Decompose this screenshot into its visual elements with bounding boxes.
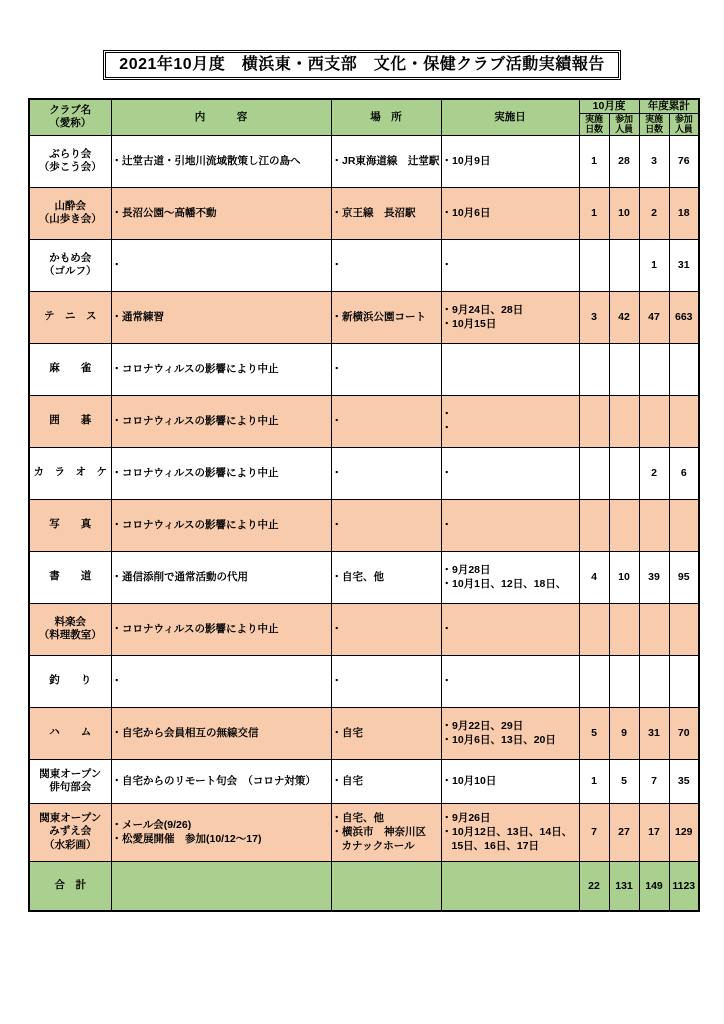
club-name-line-2: みずえ会 [49,825,92,838]
cell-content-line-1: ・コロナウィルスの影響により中止 [111,623,279,636]
cell-year-people: 31 [669,239,699,291]
cell-date [441,655,579,707]
cell-club-name [29,707,111,759]
club-name-line-1: 麻 雀 [49,362,92,375]
cell-month-people: 10 [609,551,639,603]
column-header-club-line2: （愛称） [49,117,92,130]
cell-date [441,135,579,187]
cell-place-line-1: ・ [331,363,342,376]
cell-year-people: 76 [669,135,699,187]
cell-month-people [609,343,639,395]
cell-content [111,861,331,911]
cell-place [331,499,441,551]
club-name-line-1: 山酔会 [54,199,86,212]
cell-date-line-1: ・9月28日 [441,564,491,577]
cell-content [111,551,331,603]
cell-month-people: 27 [609,803,639,861]
cell-place [331,395,441,447]
cell-place [331,343,441,395]
club-name-line-1: 囲 碁 [49,414,92,427]
club-name-line-2: （山歩き会） [38,213,102,226]
cell-content [111,291,331,343]
club-name-line-1: ぶらり会 [49,147,92,160]
cell-date-line-2: ・10月12日、13日、14日、 [441,826,573,839]
cell-date [441,707,579,759]
cell-content-line-1: ・ [111,259,122,272]
cell-year-days: 149 [639,861,669,911]
cell-month-days: 1 [579,187,609,239]
cell-content-line-1: ・コロナウィルスの影響により中止 [111,519,279,532]
cell-club-name [29,447,111,499]
cell-date-line-1: ・ [441,623,452,636]
cell-year-days: 2 [639,447,669,499]
club-name-line-1: 写 真 [49,518,92,531]
cell-year-people [669,343,699,395]
table-row [29,603,699,655]
column-header-date: 実施日 [441,99,579,135]
cell-club-name [29,655,111,707]
cell-date-line-1: ・10月9日 [441,155,491,168]
cell-month-days [579,499,609,551]
cell-year-people: 1123 [669,861,699,911]
cell-club-name [29,395,111,447]
cell-month-people: 5 [609,759,639,803]
cell-year-people: 35 [669,759,699,803]
cell-month-people: 9 [609,707,639,759]
cell-club-name [29,861,111,911]
cell-month-days [579,603,609,655]
cell-place [331,655,441,707]
cell-place-line-1: ・ [331,675,342,688]
cell-place-line-1: ・自宅、他 [331,571,384,584]
cell-year-days [639,603,669,655]
activity-report-table-wrap [28,98,698,912]
cell-content-line-1: ・自宅からのリモート句会 （コロナ対策） [111,775,316,788]
cell-year-days: 31 [639,707,669,759]
table-body [29,135,699,911]
table-row [29,447,699,499]
cell-content [111,803,331,861]
cell-club-name [29,239,111,291]
report-title-box [103,50,621,80]
cell-year-days: 47 [639,291,669,343]
cell-club-name [29,603,111,655]
cell-date-line-1: ・9月26日 [441,812,491,825]
cell-place-line-2: ・横浜市 神奈川区 [331,826,426,839]
cell-date-line-2: ・10月1日、12日、18日、 [441,578,567,591]
cell-place-line-1: ・ [331,519,342,532]
cell-year-people: 663 [669,291,699,343]
table-row [29,135,699,187]
cell-month-days: 4 [579,551,609,603]
club-name-line-3: （水彩画） [44,839,97,852]
cell-date-line-1: ・9月22日、29日 [441,720,524,733]
cell-club-name [29,343,111,395]
club-name-line-2: （料理教室） [38,629,102,642]
cell-date-line-2: ・10月15日 [441,318,497,331]
cell-club-name [29,187,111,239]
cell-content-line-2: ・松愛展開催 参加(10/12～17) [111,833,262,846]
cell-year-people [669,395,699,447]
cell-month-people: 10 [609,187,639,239]
cell-content [111,343,331,395]
club-name-line-1: かもめ会 [49,251,92,264]
table-header-row-1 [29,99,699,114]
club-name-line-1: 釣 り [49,674,92,687]
cell-month-days: 1 [579,135,609,187]
cell-month-days: 22 [579,861,609,911]
cell-place [331,447,441,499]
cell-month-days [579,447,609,499]
cell-date [441,291,579,343]
cell-year-days [639,343,669,395]
table-row [29,551,699,603]
cell-month-people [609,239,639,291]
cell-content [111,655,331,707]
club-name-line-2: （歩こう会） [38,161,102,174]
table-header [29,99,699,135]
cell-month-people [609,395,639,447]
cell-month-people [609,655,639,707]
table-row [29,707,699,759]
cell-month-days [579,239,609,291]
cell-year-people [669,603,699,655]
cell-year-people [669,499,699,551]
cell-year-days: 1 [639,239,669,291]
cell-place [331,239,441,291]
cell-month-people: 42 [609,291,639,343]
club-name-line-2: 俳句部会 [49,781,92,794]
cell-date [441,759,579,803]
cell-year-days [639,499,669,551]
table-row [29,291,699,343]
club-name-line-1: 合 計 [54,879,86,892]
cell-year-people: 18 [669,187,699,239]
cell-club-name [29,759,111,803]
cell-place-line-3: カナックホール [341,840,415,853]
cell-year-days: 3 [639,135,669,187]
cell-place [331,291,441,343]
column-header-content: 内 容 [111,99,331,135]
cell-date-line-3: 15日、16日、17日 [451,840,540,853]
cell-place-line-1: ・JR東海道線 辻堂駅 [331,155,440,168]
cell-month-days: 3 [579,291,609,343]
table-row [29,803,699,861]
club-name-line-1: 関東オープン [39,811,102,824]
cell-club-name [29,291,111,343]
cell-place-line-1: ・ [331,467,342,480]
table-total-row [29,861,699,911]
cell-date-line-2: ・ [441,422,452,435]
cell-content-line-1: ・ [111,675,122,688]
cell-content-line-1: ・長沼公園～高幡不動 [111,207,217,220]
column-header-place: 場 所 [331,99,441,135]
cell-place-line-1: ・自宅 [331,775,363,788]
cell-month-people: 28 [609,135,639,187]
cell-place-line-1: ・自宅、他 [331,812,384,825]
cell-year-people [669,655,699,707]
cell-place-line-1: ・京王線 長沼駅 [331,207,416,220]
cell-date [441,187,579,239]
cell-date-line-1: ・ [441,467,452,480]
cell-month-people: 131 [609,861,639,911]
page-title: 2021年10月度 横浜東・西支部 文化・保健クラブ活動実績報告 [119,56,605,73]
cell-month-days [579,655,609,707]
cell-content-line-1: ・辻堂古道・引地川流域散策し江の島へ [111,155,301,168]
cell-club-name [29,499,111,551]
club-name-line-2: （ゴルフ） [44,265,97,278]
cell-place-line-1: ・新横浜公園コート [331,311,426,324]
cell-content [111,395,331,447]
column-header-club-line1: クラブ名 [49,104,92,117]
cell-year-days: 17 [639,803,669,861]
club-name-line-1: ハ ム [49,726,92,739]
club-name-line-1: カ ラ オ ケ [33,466,107,479]
cell-month-days: 7 [579,803,609,861]
cell-content-line-1: ・コロナウィルスの影響により中止 [111,467,279,480]
cell-date [441,343,579,395]
cell-content [111,759,331,803]
table-row [29,655,699,707]
cell-content-line-1: ・通常練習 [111,311,164,324]
cell-place-line-1: ・自宅 [331,727,363,740]
cell-date [441,803,579,861]
cell-month-days: 1 [579,759,609,803]
cell-date-line-1: ・ [441,519,452,532]
cell-year-days: 2 [639,187,669,239]
cell-place [331,187,441,239]
cell-place [331,861,441,911]
cell-date [441,395,579,447]
cell-content [111,135,331,187]
cell-club-name [29,803,111,861]
table-row [29,343,699,395]
cell-content [111,447,331,499]
cell-month-days: 5 [579,707,609,759]
table-row [29,499,699,551]
cell-date [441,239,579,291]
club-name-line-1: 関東オープン [39,767,102,780]
cell-content [111,707,331,759]
cell-year-days: 7 [639,759,669,803]
table-row [29,239,699,291]
column-header-club [29,99,111,135]
cell-year-days [639,395,669,447]
cell-date [441,861,579,911]
cell-place [331,603,441,655]
cell-date-line-1: ・ [441,675,452,688]
table-row [29,187,699,239]
column-header-group-month: 10月度 [579,99,639,114]
cell-place-line-1: ・ [331,623,342,636]
cell-month-days [579,343,609,395]
cell-place-line-1: ・ [331,415,342,428]
cell-content [111,499,331,551]
cell-place [331,803,441,861]
cell-date-line-1: ・ [441,259,452,272]
cell-place [331,551,441,603]
cell-club-name [29,135,111,187]
cell-month-people [609,447,639,499]
cell-place-line-1: ・ [331,259,342,272]
cell-month-people [609,499,639,551]
cell-date [441,499,579,551]
cell-month-people [609,603,639,655]
cell-date-line-1: ・10月10日 [441,775,497,788]
cell-year-people: 6 [669,447,699,499]
cell-date [441,551,579,603]
cell-content-line-1: ・コロナウィルスの影響により中止 [111,415,279,428]
cell-year-people: 129 [669,803,699,861]
cell-content-line-1: ・通信添削で通常活動の代用 [111,571,248,584]
column-header-group-year: 年度累計 [639,99,699,114]
cell-date-line-1: ・9月24日、28日 [441,304,524,317]
cell-year-people: 70 [669,707,699,759]
cell-place [331,135,441,187]
column-header-month-people: 参加 人員 [609,114,639,136]
cell-content-line-1: ・メール会(9/26) [111,819,192,832]
cell-club-name [29,551,111,603]
table-row [29,759,699,803]
cell-date [441,603,579,655]
cell-content [111,239,331,291]
cell-place [331,707,441,759]
club-name-line-1: テ ニ ス [44,310,97,323]
cell-year-days: 39 [639,551,669,603]
activity-report-table [28,98,700,912]
club-name-line-1: 料楽会 [54,615,86,628]
table-row [29,395,699,447]
cell-date-line-2: ・10月6日、13日、20日 [441,734,556,747]
cell-place [331,759,441,803]
cell-date-line-1: ・10月6日 [441,207,491,220]
cell-year-days [639,655,669,707]
club-name-line-1: 書 道 [49,570,92,583]
cell-content [111,603,331,655]
column-header-month-days: 実施 日数 [579,114,609,136]
column-header-year-days: 実施 日数 [639,114,669,136]
cell-content-line-1: ・コロナウィルスの影響により中止 [111,363,279,376]
cell-date [441,447,579,499]
cell-month-days [579,395,609,447]
cell-content-line-1: ・自宅から会員相互の無線交信 [111,727,259,740]
cell-date-line-1: ・ [441,408,452,421]
cell-content [111,187,331,239]
column-header-year-people: 参加 人員 [669,114,699,136]
cell-year-people: 95 [669,551,699,603]
